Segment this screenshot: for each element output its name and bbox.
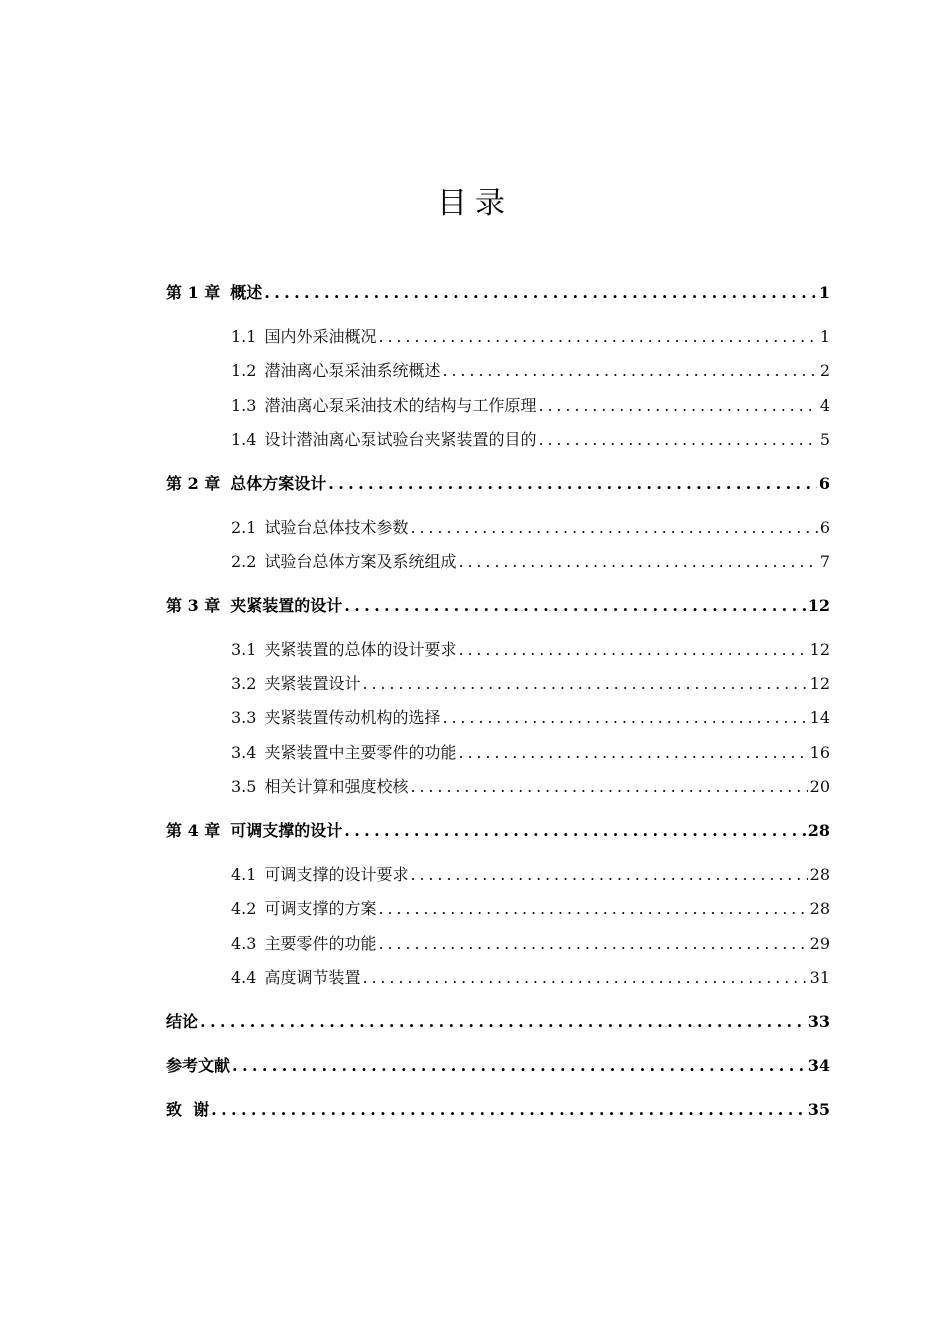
toc-entry-page: 28: [807, 821, 830, 840]
toc-entry[interactable]: [231, 360, 830, 382]
toc-entry-label: 总体方案设计: [230, 474, 327, 493]
toc-entry-page: 2: [819, 361, 830, 380]
toc-entry-label: 夹紧装置中主要零件的功能: [264, 743, 457, 762]
toc-entry-label: 高度调节装置: [264, 968, 361, 987]
toc-leader-dots: [458, 551, 817, 573]
toc-entry[interactable]: [231, 742, 830, 764]
toc-entry-label: 潜油离心泵采油技术的结构与工作原理: [264, 396, 537, 415]
toc-entry[interactable]: [231, 967, 830, 989]
toc-leader-dots: [378, 326, 817, 348]
toc-entry-page: 12: [809, 640, 830, 659]
toc-entry[interactable]: [166, 820, 830, 842]
toc-leader-dots: [538, 429, 817, 451]
toc-entry-number: 第 1 章: [166, 283, 221, 302]
toc-entry-label: 可调支撑的设计要求: [264, 865, 409, 884]
toc-entry-label: 试验台总体技术参数: [264, 518, 409, 537]
toc-leader-dots: [378, 933, 807, 955]
toc-entry-page: 5: [819, 430, 830, 449]
toc-leader-dots: [442, 360, 817, 382]
toc-entry-label: 参考文献: [166, 1056, 231, 1075]
toc-leader-dots: [442, 707, 807, 729]
toc-entry-number: 1.1: [231, 327, 257, 346]
toc-leader-dots: [211, 1099, 806, 1121]
toc-entry-label: 夹紧装置的总体的设计要求: [264, 640, 457, 659]
toc-entry[interactable]: [166, 473, 830, 495]
toc-entry-label: 相关计算和强度校核: [264, 777, 409, 796]
toc-entry-number: 4.1: [231, 865, 257, 884]
toc-entry-page: 12: [809, 674, 830, 693]
toc-leader-dots: [538, 395, 817, 417]
toc-leader-dots: [362, 673, 807, 695]
toc-entry-number: 1.3: [231, 396, 257, 415]
toc-entry-label: 结论: [166, 1012, 199, 1031]
toc-entry[interactable]: [231, 776, 830, 798]
toc-entry-page: 6: [819, 518, 830, 537]
toc-leader-dots: [410, 517, 817, 539]
toc-entry-page: 29: [809, 934, 830, 953]
toc-entry-label: 可调支撑的设计: [230, 821, 343, 840]
toc-entry-page: 16: [809, 743, 830, 762]
toc-entry-page: 4: [819, 396, 830, 415]
toc-entry-number: 3.4: [231, 743, 257, 762]
toc-entry-label: 概述: [230, 283, 263, 302]
toc-entry[interactable]: [166, 595, 830, 617]
toc-entry-number: 第 3 章: [166, 596, 221, 615]
toc-entry[interactable]: [231, 933, 830, 955]
toc-entry[interactable]: [231, 429, 830, 451]
toc-entry[interactable]: [166, 1099, 830, 1121]
toc-entry-label: 可调支撑的方案: [264, 899, 377, 918]
toc-entry[interactable]: [231, 707, 830, 729]
toc-leader-dots: [328, 473, 817, 495]
toc-entry-page: 20: [809, 777, 830, 796]
toc-entry-page: 12: [807, 596, 830, 615]
toc-entry-number: 第 4 章: [166, 821, 221, 840]
toc-entry-page: 33: [807, 1012, 830, 1031]
toc-entry[interactable]: [231, 864, 830, 886]
toc-entry-label: 致 谢: [166, 1100, 210, 1119]
toc-entry-label: 夹紧装置设计: [264, 674, 361, 693]
toc-entry-number: 第 2 章: [166, 474, 221, 493]
toc-entry[interactable]: [166, 282, 830, 304]
toc-entry-page: 28: [809, 899, 830, 918]
toc-entry-page: 28: [809, 865, 830, 884]
toc-leader-dots: [378, 898, 807, 920]
toc-entry-number: 3.1: [231, 640, 257, 659]
toc-entry[interactable]: [166, 1055, 830, 1077]
toc-entry-page: 6: [818, 474, 830, 493]
toc-entry-label: 试验台总体方案及系统组成: [264, 552, 457, 571]
toc-entry-page: 14: [809, 708, 830, 727]
toc-entry[interactable]: [231, 639, 830, 661]
toc-entry-label: 国内外采油概况: [264, 327, 377, 346]
toc-entry[interactable]: [231, 551, 830, 573]
toc-entry-number: 3.3: [231, 708, 257, 727]
toc-entry-number: 4.2: [231, 899, 257, 918]
toc-entry-page: 7: [819, 552, 830, 571]
toc-entry-label: 设计潜油离心泵试验台夹紧装置的目的: [264, 430, 537, 449]
toc-entry-page: 31: [809, 968, 830, 987]
toc-leader-dots: [344, 820, 805, 842]
toc-leader-dots: [410, 776, 807, 798]
toc-leader-dots: [410, 864, 807, 886]
toc-leader-dots: [200, 1011, 806, 1033]
toc-entry-number: 1.4: [231, 430, 257, 449]
toc-entry-number: 4.4: [231, 968, 257, 987]
toc-entry[interactable]: [231, 517, 830, 539]
toc-entry-label: 潜油离心泵采油系统概述: [264, 361, 441, 380]
toc-entry-label: 夹紧装置的设计: [230, 596, 343, 615]
toc-leader-dots: [232, 1055, 806, 1077]
toc-entry[interactable]: [166, 1011, 830, 1033]
toc-entry-label: 夹紧装置传动机构的选择: [264, 708, 441, 727]
toc-entry-number: 3.5: [231, 777, 257, 796]
page-title: 目录: [437, 186, 513, 221]
toc-entry-label: 主要零件的功能: [264, 934, 377, 953]
toc-entry-page: 1: [818, 283, 830, 302]
toc-entry-number: 3.2: [231, 674, 257, 693]
toc-leader-dots: [458, 742, 807, 764]
toc-leader-dots: [362, 967, 807, 989]
toc-entry-number: 4.3: [231, 934, 257, 953]
toc-entry-number: 1.2: [231, 361, 257, 380]
toc-entry[interactable]: [231, 898, 830, 920]
toc-entry-page: 34: [807, 1056, 830, 1075]
toc-leader-dots: [344, 595, 805, 617]
toc-entry-page: 35: [807, 1100, 830, 1119]
toc-entry-number: 2.1: [231, 518, 257, 537]
toc-leader-dots: [264, 282, 817, 304]
toc-leader-dots: [458, 639, 807, 661]
toc-entry[interactable]: [231, 326, 830, 348]
toc-entry[interactable]: [231, 673, 830, 695]
toc-entry-number: 2.2: [231, 552, 257, 571]
toc-entry[interactable]: [231, 395, 830, 417]
toc-entry-page: 1: [819, 327, 830, 346]
